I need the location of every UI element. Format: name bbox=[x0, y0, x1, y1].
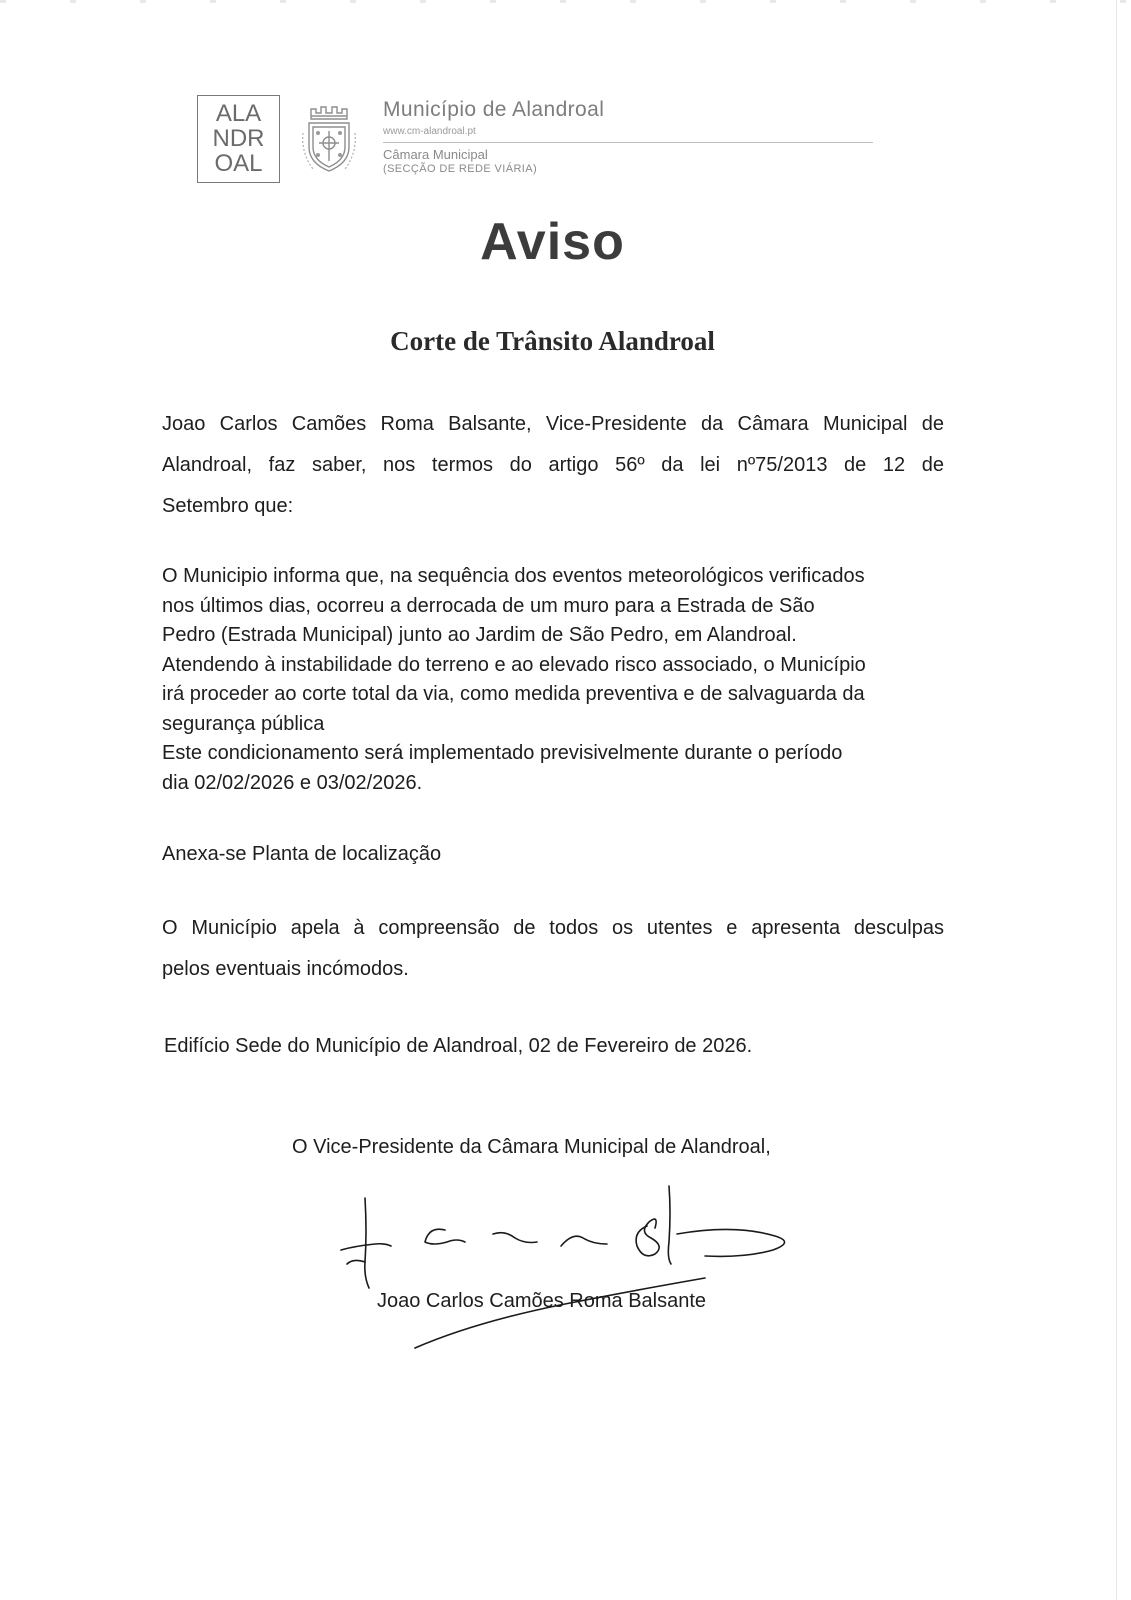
intro-line: Setembro que: bbox=[162, 495, 294, 517]
notice-title: Aviso bbox=[480, 213, 625, 271]
logo-line-3: OAL bbox=[214, 150, 263, 177]
coat-of-arms-icon bbox=[301, 103, 357, 177]
signer-name: Joao Carlos Camões Roma Balsante bbox=[377, 1290, 707, 1312]
municipality-website: www.cm-alandroal.pt bbox=[383, 126, 476, 137]
notice-line: Este condicionamento será implementado previsivelmente durante o período bbox=[162, 742, 843, 764]
scan-top-edge bbox=[0, 0, 1131, 3]
header-divider bbox=[383, 142, 873, 143]
notice-line: Atendendo à instabilidade do terreno e ao elevado risco associado, o Município bbox=[162, 653, 866, 676]
notice-line: Pedro (Estrada Municipal) junto ao Jardim de São Pedro, em Alandroal. bbox=[162, 624, 797, 646]
notice-line: dia 02/02/2026 e 03/02/2026. bbox=[162, 771, 423, 794]
notice-line: segurança pública bbox=[162, 712, 325, 735]
appeal-line: pelos eventuais incómodos. bbox=[162, 958, 409, 980]
intro-line: Joao Carlos Camões Roma Balsante, Vice-Presidente da Câmara Municipal de bbox=[162, 413, 944, 435]
logo-line-2: NDR bbox=[212, 125, 265, 152]
section-name: (SECÇÃO DE REDE VIÁRIA) bbox=[383, 163, 538, 175]
notice-paragraph bbox=[162, 562, 944, 798]
appeal-line: O Município apela à compreensão de todos os utentes e apresenta desculpas bbox=[162, 917, 944, 939]
notice-line: irá proceder ao corte total da via, como medida preventiva e de salvaguarda da bbox=[162, 683, 865, 705]
intro-paragraph bbox=[162, 404, 944, 527]
alandroal-logo bbox=[197, 95, 280, 183]
appeal-paragraph bbox=[162, 908, 944, 990]
place-date: Edifício Sede do Município de Alandroal, 02 de Fevereiro de 2026. bbox=[164, 1035, 753, 1057]
logo-line-1: ALA bbox=[215, 100, 262, 127]
department-name: Câmara Municipal bbox=[383, 147, 488, 162]
scan-page-edge bbox=[1116, 0, 1117, 1600]
closing-line: O Vice-Presidente da Câmara Municipal de Alandroal, bbox=[292, 1136, 771, 1158]
handwritten-signature bbox=[325, 1172, 805, 1362]
notice-subtitle: Corte de Trânsito Alandroal bbox=[390, 326, 715, 356]
notice-line: nos últimos dias, ocorreu a derrocada de um muro para a Estrada de São bbox=[162, 594, 815, 617]
municipality-name: Município de Alandroal bbox=[383, 98, 605, 121]
intro-line: Alandroal, faz saber, nos termos do artigo 56º da lei nº75/2013 de 12 de bbox=[162, 454, 944, 476]
attachment-note: Anexa-se Planta de localização bbox=[162, 843, 442, 865]
notice-line: O Municipio informa que, na sequência dos eventos meteorológicos verificados bbox=[162, 565, 865, 587]
